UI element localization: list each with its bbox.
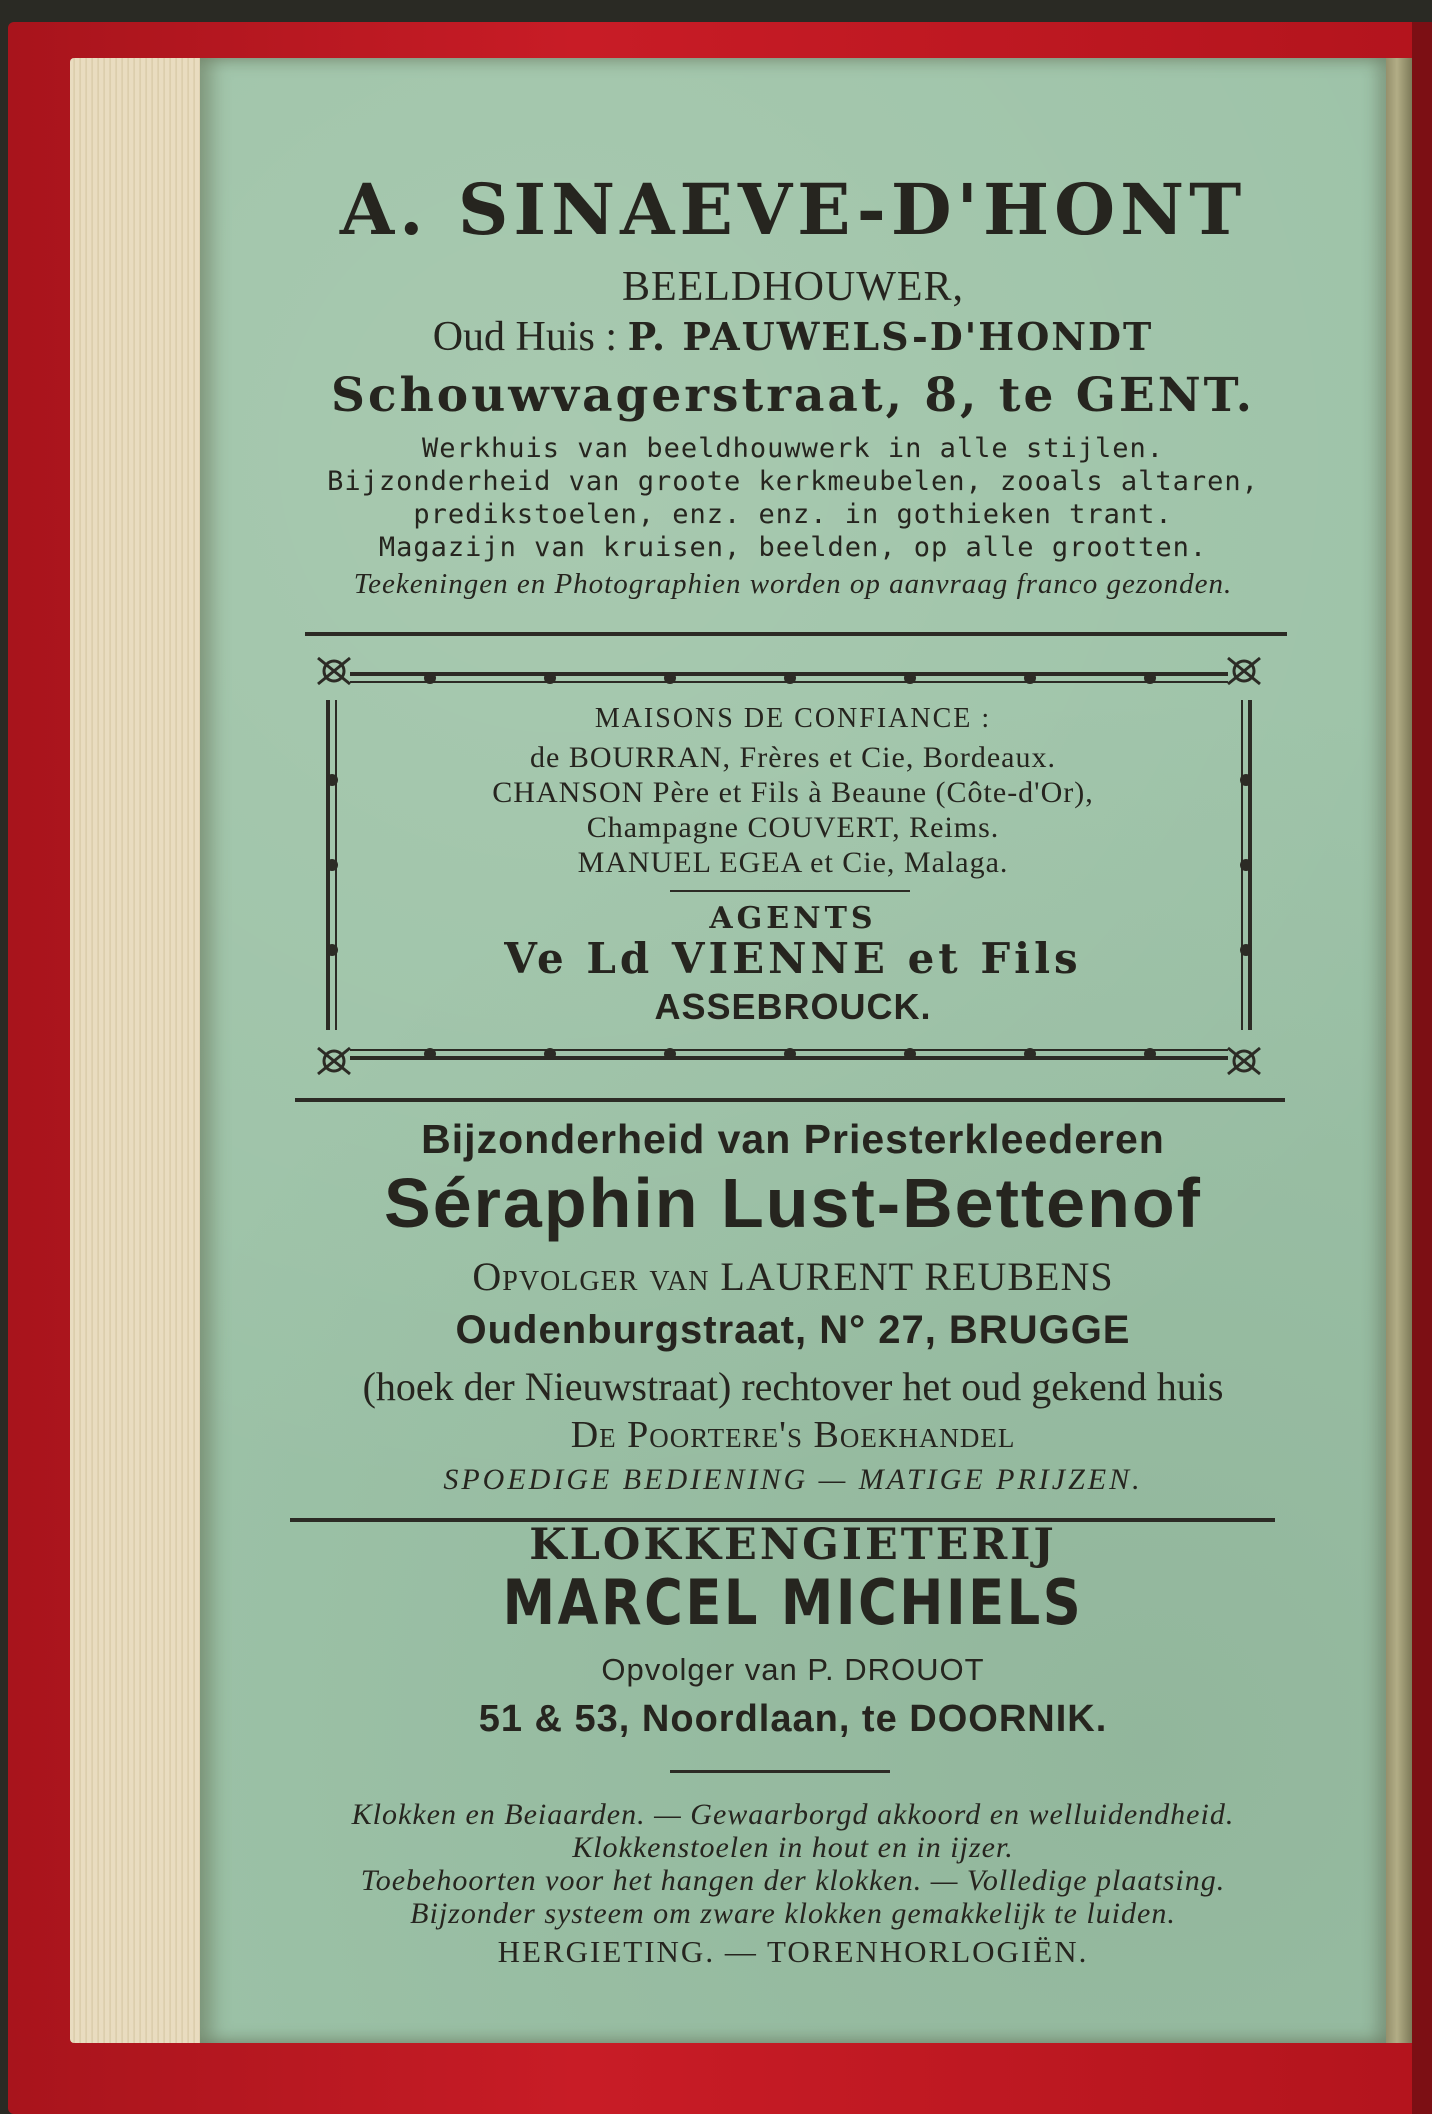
ad1-name: A. SINAEVE-D'HONT: [339, 168, 1247, 251]
ad2-agents-name-text: VIENNE et Fils: [671, 934, 1082, 983]
ad4-successor: Opvolger van P. DROUOT: [601, 1652, 985, 1687]
short-divider: [670, 1770, 890, 1773]
ad2-agents-city: ASSEBROUCK.: [654, 986, 932, 1027]
ad1-former-house: [200, 313, 1386, 361]
ad4-footer: HERGIETING. — TORENHORLOGIËN.: [497, 1934, 1089, 1969]
ad1-former-house-name: P. PAUWELS-D'HONDT: [627, 314, 1154, 359]
ad1-profession: BEELDHOUWER,: [621, 264, 965, 310]
ad1-footer: Teekeningen en Photographien worden op aanvraag franco gezonden.: [353, 568, 1233, 600]
ad3-slogan: SPOEDIGE BEDIENING — MATIGE PRIJZEN.: [443, 1463, 1143, 1496]
ad1-former-house-prefix: Oud Huis :: [432, 314, 618, 360]
ad3-landmark: De Poortere's Boekhandel: [570, 1414, 1016, 1456]
ad1-line: predikstoelen, enz. enz. in gothieken trant.: [413, 499, 1173, 530]
divider-rule: [295, 1098, 1285, 1102]
ad1-line: Bijzonderheid van groote kerkmeubelen, zooals altaren,: [327, 466, 1259, 497]
ad4-line: Bijzonder systeem om zware klokken gemakkelijk te luiden.: [410, 1897, 1176, 1930]
ad4-name: MARCEL MICHIELS: [502, 1566, 1084, 1639]
advertisement-page: [200, 58, 1386, 2043]
short-divider: [670, 890, 910, 892]
divider-rule: [305, 632, 1287, 636]
ad3-successor: Opvolger van LAURENT REUBENS: [472, 1254, 1114, 1299]
ad2-house: de BOURRAN, Frères et Cie, Bordeaux.: [530, 741, 1056, 774]
ad4-line: Klokkenstoelen in hout en in ijzer.: [572, 1831, 1014, 1864]
page-gutter: [1382, 58, 1412, 2043]
ad1-line: Magazijn van kruisen, beelden, op alle grootten.: [378, 532, 1208, 563]
ad2-agents-name: [200, 934, 1386, 983]
book-back-edge: [1412, 22, 1432, 2114]
ad1-line: Werkhuis van beeldhouwwerk in alle stijlen.: [422, 433, 1164, 464]
ad3-location: (hoek der Nieuwstraat) rechtover het oud gekend huis: [362, 1364, 1224, 1409]
ad2-agents-prefix: Ve Ld: [504, 934, 654, 983]
ad2-heading: MAISONS DE CONFIANCE :: [594, 703, 992, 734]
page-stack-edges: [70, 58, 205, 2043]
ad1-address: Schouwvagerstraat, 8, te GENT.: [331, 368, 1255, 423]
ad3-heading: Bijzonderheid van Priesterkleederen: [421, 1116, 1165, 1162]
ad2-house: MANUEL EGEA et Cie, Malaga.: [577, 846, 1009, 879]
ad4-line: Toebehoorten voor het hangen der klokken. — Volledige plaatsing.: [360, 1864, 1226, 1897]
ad3-address: Oudenburgstraat, N° 27, BRUGGE: [455, 1308, 1131, 1352]
ad3-name: Séraphin Lust-Bettenof: [384, 1164, 1202, 1242]
ad4-address: 51 & 53, Noordlaan, te DOORNIK.: [478, 1698, 1108, 1740]
ad2-agents-label: AGENTS: [709, 901, 877, 936]
ad4-heading: KLOKKENGIETERIJ: [529, 1520, 1057, 1570]
ad4-line: Klokken en Beiaarden. — Gewaarborgd akkoord en welluidendheid.: [351, 1798, 1235, 1831]
ad2-house: Champagne COUVERT, Reims.: [586, 811, 1000, 844]
ad2-house: CHANSON Père et Fils à Beaune (Côte-d'Or),: [492, 776, 1094, 809]
